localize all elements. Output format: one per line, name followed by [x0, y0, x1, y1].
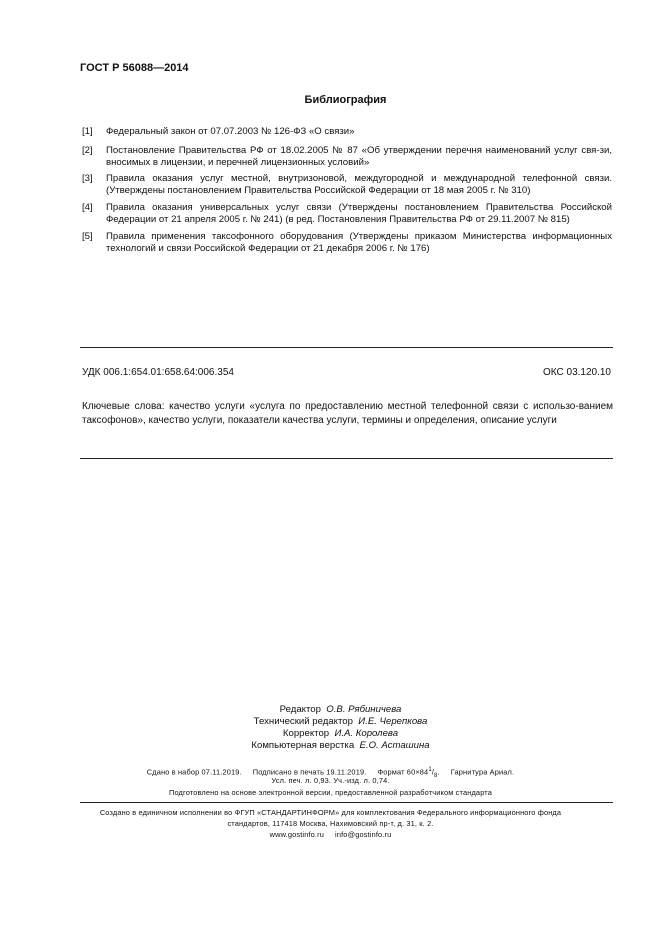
- document-id: ГОСТ Р 56088—2014: [80, 62, 189, 74]
- staff-editor: [0, 704, 661, 717]
- typeface: Гарнитура Ариал.: [450, 767, 515, 777]
- staff-label: Редактор: [279, 704, 321, 715]
- print-date: Подписано в печать 19.11.2019.: [252, 767, 367, 777]
- footer-line-1: Создано в единичном исполнении во ФГУП «СТАНДАРТИНФОРМ» для комплектования Федерального информационного фонда: [99, 808, 562, 817]
- format-end: .: [437, 767, 440, 777]
- staff-label: Корректор: [282, 728, 330, 739]
- website-link[interactable]: www.gostinfo.ru: [269, 830, 325, 839]
- staff-name: И.Е. Черепкова: [358, 716, 428, 727]
- publication-line-2: Усл. печ. л. 0,93. Уч.-изд. л. 0,74.: [271, 776, 390, 785]
- bib-item-number: [2]: [82, 145, 93, 156]
- staff-corrector: [0, 728, 661, 741]
- staff-name: О.В. Рябиничева: [326, 704, 402, 715]
- bib-item-4: [82, 202, 612, 226]
- email-link[interactable]: info@gostinfo.ru: [335, 830, 392, 839]
- bib-item-text: Федеральный закон от 07.07.2003 № 126-ФЗ «О связи»: [106, 126, 355, 137]
- staff-name: И.А. Королева: [334, 728, 399, 739]
- bib-item-1: [82, 126, 612, 138]
- divider: [80, 802, 613, 803]
- staff-layout: [0, 740, 661, 753]
- staff-label: Компьютерная верстка: [251, 740, 355, 751]
- divider: [80, 347, 613, 348]
- staff-tech-editor: [0, 716, 661, 729]
- bib-item-3: [82, 173, 612, 197]
- staff-label: Технический редактор: [253, 716, 353, 727]
- bib-item-number: [3]: [82, 173, 93, 184]
- keywords: Ключевые слова: качество услуги «услуга по предоставлению местной телефонной связи с использо-ванием таксофонов», качество услуги, показатели качества услуги, термины и определения, описание услуги: [82, 401, 613, 426]
- typeset-date: Сдано в набор 07.11.2019.: [146, 767, 242, 777]
- bib-item-2: [82, 145, 612, 169]
- bib-item-number: [5]: [82, 231, 93, 242]
- divider: [80, 458, 613, 459]
- bib-item-number: [4]: [82, 202, 93, 213]
- bib-item-number: [1]: [82, 126, 93, 137]
- staff-name: Е.О. Асташина: [359, 740, 430, 751]
- bib-item-text: Правила оказания услуг местной, внутризоновой, междугородной и международной телефонной связи. (Утверждены постановлением Правительства Российской Федерации от 18 мая 2005 г. № 310): [106, 173, 612, 197]
- bibliography-title: Библиография: [304, 94, 387, 106]
- publication-line-1: Сдано в набор 07.11.2019. Подписано в печать 19.11.2019. Формат $60\times 84^1/_8$. Гарнитура Ариал.: [146, 767, 515, 779]
- format-fraction-num: 1: [428, 767, 432, 773]
- bib-item-text: Правила оказания универсальных услуг связи (Утверждены постановлением Правительства Российской Федерации от 21 апреля 2005 г. № 241) (в ред. Постановления Правительства РФ от 29.11.2007 № 815): [106, 202, 612, 226]
- bib-item-text: Постановление Правительства РФ от 18.02.2005 № 87 «Об утверждении перечня наименований услуг свя-зи, вносимых в лицензии, и перечней лицензионных условий»: [106, 145, 612, 169]
- footer-line-2: стандартов, 117418 Москва, Нахимовский пр-т, д. 31, к. 2.: [227, 819, 434, 828]
- format-fraction-den: 8: [434, 772, 438, 779]
- footer-line-3: [0, 830, 661, 840]
- udk-code: УДК 006.1:654.01:658.64:006.354: [82, 367, 234, 378]
- format: Формат 60×84: [377, 767, 429, 777]
- bib-item-5: [82, 231, 612, 255]
- bib-item-text: Правила применения таксофонного оборудования (Утверждены приказом Министерства информационных технологий и связи Российской Федерации от 21 декабря 2006 г. № 176): [106, 231, 612, 255]
- publication-line-3: Подготовлено на основе электронной версии, предоставленной разработчиком стандарта: [168, 788, 493, 797]
- oks-code: ОКС 03.120.10: [543, 367, 611, 378]
